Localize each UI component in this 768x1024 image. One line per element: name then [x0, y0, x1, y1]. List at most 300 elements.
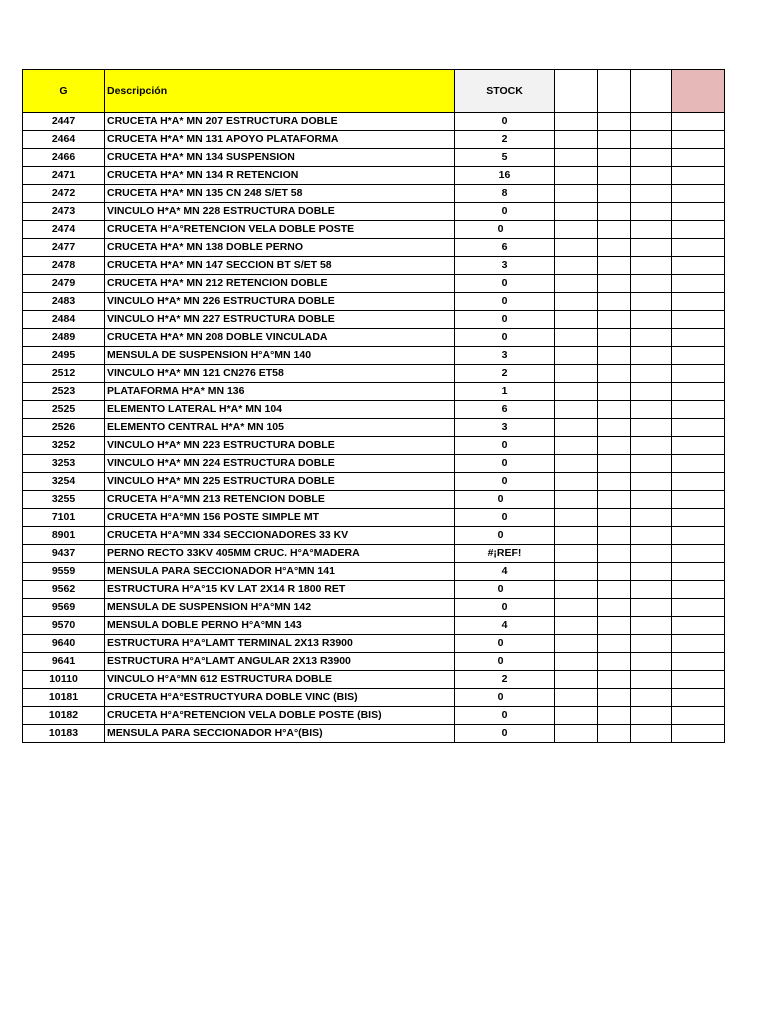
- empty-cell[interactable]: [631, 275, 672, 293]
- empty-cell[interactable]: [631, 257, 672, 275]
- empty-cell[interactable]: [672, 527, 725, 545]
- empty-cell[interactable]: [555, 329, 598, 347]
- empty-cell[interactable]: [598, 365, 631, 383]
- empty-cell[interactable]: [672, 185, 725, 203]
- description-cell[interactable]: VINCULO H*A* MN 225 ESTRUCTURA DOBLE: [105, 473, 455, 491]
- empty-cell[interactable]: [555, 257, 598, 275]
- empty-cell[interactable]: [672, 419, 725, 437]
- empty-cell[interactable]: [598, 455, 631, 473]
- code-cell[interactable]: 8901: [23, 527, 105, 545]
- description-cell[interactable]: CRUCETA H*A* MN 208 DOBLE VINCULADA: [105, 329, 455, 347]
- description-cell[interactable]: MENSULA DOBLE PERNO H°A°MN 143: [105, 617, 455, 635]
- stock-value: 0: [501, 709, 508, 721]
- empty-cell[interactable]: [555, 401, 598, 419]
- empty-cell[interactable]: [672, 311, 725, 329]
- empty-cell[interactable]: [555, 545, 598, 563]
- code-cell[interactable]: 2472: [23, 185, 105, 203]
- empty-cell[interactable]: [672, 545, 725, 563]
- empty-cell[interactable]: [598, 221, 631, 239]
- empty-cell[interactable]: [598, 401, 631, 419]
- empty-cell[interactable]: [555, 671, 598, 689]
- empty-cell[interactable]: [555, 167, 598, 185]
- table-row: [23, 473, 725, 491]
- stock-value: 0: [497, 493, 504, 505]
- empty-cell[interactable]: [672, 329, 725, 347]
- empty-cell[interactable]: [672, 653, 725, 671]
- code-cell[interactable]: 3255: [23, 491, 105, 509]
- empty-cell[interactable]: [598, 581, 631, 599]
- empty-cell[interactable]: [672, 365, 725, 383]
- description-cell[interactable]: MENSULA PARA SECCIONADOR H°A°MN 141: [105, 563, 455, 581]
- code-cell[interactable]: 2464: [23, 131, 105, 149]
- empty-cell[interactable]: [555, 221, 598, 239]
- empty-cell[interactable]: [672, 113, 725, 131]
- empty-cell[interactable]: [555, 635, 598, 653]
- empty-cell[interactable]: [555, 599, 598, 617]
- empty-cell[interactable]: [598, 167, 631, 185]
- empty-cell[interactable]: [672, 167, 725, 185]
- code-cell[interactable]: 2471: [23, 167, 105, 185]
- code-cell[interactable]: 2525: [23, 401, 105, 419]
- empty-cell[interactable]: [555, 419, 598, 437]
- header-description-cell[interactable]: Descripción: [105, 70, 455, 113]
- empty-cell[interactable]: [631, 365, 672, 383]
- stock-cell[interactable]: [455, 689, 555, 707]
- empty-cell[interactable]: [631, 671, 672, 689]
- empty-cell[interactable]: [631, 599, 672, 617]
- code-cell[interactable]: 9559: [23, 563, 105, 581]
- empty-cell[interactable]: [598, 437, 631, 455]
- description-cell[interactable]: CRUCETA H°A°MN 213 RETENCION DOBLE: [105, 491, 455, 509]
- header-highlight-cell[interactable]: [672, 70, 725, 113]
- empty-cell[interactable]: [672, 401, 725, 419]
- code-cell[interactable]: 2523: [23, 383, 105, 401]
- empty-cell[interactable]: [672, 599, 725, 617]
- stock-cell[interactable]: [455, 725, 555, 743]
- stock-value: 0: [501, 457, 508, 469]
- empty-cell[interactable]: [672, 671, 725, 689]
- empty-cell[interactable]: [555, 383, 598, 401]
- code-cell[interactable]: 2526: [23, 419, 105, 437]
- code-cell[interactable]: 2447: [23, 113, 105, 131]
- table-row: [23, 725, 725, 743]
- code-cell[interactable]: 9562: [23, 581, 105, 599]
- stock-table: [22, 69, 725, 743]
- description-cell[interactable]: CRUCETA H°A°MN 334 SECCIONADORES 33 KV: [105, 527, 455, 545]
- code-cell[interactable]: 2474: [23, 221, 105, 239]
- empty-cell[interactable]: [672, 293, 725, 311]
- stock-value: 0: [501, 313, 508, 325]
- code-cell[interactable]: 9570: [23, 617, 105, 635]
- stock-cell[interactable]: [455, 113, 555, 131]
- empty-cell[interactable]: [631, 401, 672, 419]
- empty-cell[interactable]: [555, 491, 598, 509]
- stock-cell[interactable]: [455, 455, 555, 473]
- description-cell[interactable]: CRUCETA H*A* MN 134 SUSPENSION: [105, 149, 455, 167]
- empty-cell[interactable]: [672, 725, 725, 743]
- empty-cell[interactable]: [631, 635, 672, 653]
- empty-cell[interactable]: [631, 725, 672, 743]
- table-row: [23, 545, 725, 563]
- empty-cell[interactable]: [631, 473, 672, 491]
- empty-cell[interactable]: [672, 131, 725, 149]
- header-row: [23, 70, 725, 113]
- empty-cell[interactable]: [672, 581, 725, 599]
- stock-cell[interactable]: [455, 473, 555, 491]
- table-row: [23, 185, 725, 203]
- description-cell[interactable]: VINCULO H*A* MN 224 ESTRUCTURA DOBLE: [105, 455, 455, 473]
- empty-cell[interactable]: [672, 257, 725, 275]
- empty-cell[interactable]: [631, 653, 672, 671]
- empty-cell[interactable]: [555, 653, 598, 671]
- stock-cell[interactable]: [455, 635, 555, 653]
- empty-cell[interactable]: [598, 527, 631, 545]
- stock-cell[interactable]: [455, 131, 555, 149]
- stock-cell[interactable]: [455, 419, 555, 437]
- code-cell[interactable]: 9640: [23, 635, 105, 653]
- empty-cell[interactable]: [672, 455, 725, 473]
- empty-cell[interactable]: [555, 347, 598, 365]
- empty-cell[interactable]: [598, 347, 631, 365]
- description-cell[interactable]: CRUCETA H*A* MN 131 APOYO PLATAFORMA: [105, 131, 455, 149]
- header-code-cell[interactable]: G: [23, 70, 105, 113]
- header-empty-cell[interactable]: [631, 70, 672, 113]
- empty-cell[interactable]: [631, 437, 672, 455]
- stock-cell[interactable]: [455, 707, 555, 725]
- empty-cell[interactable]: [672, 275, 725, 293]
- empty-cell[interactable]: [598, 185, 631, 203]
- table-row: [23, 329, 725, 347]
- description-cell[interactable]: CRUCETA H°A°ESTRUCTYURA DOBLE VINC (BIS): [105, 689, 455, 707]
- empty-cell[interactable]: [598, 653, 631, 671]
- empty-cell[interactable]: [631, 419, 672, 437]
- code-cell[interactable]: 3254: [23, 473, 105, 491]
- stock-cell[interactable]: [455, 401, 555, 419]
- header-empty-cell[interactable]: [598, 70, 631, 113]
- stock-cell[interactable]: [455, 437, 555, 455]
- stock-cell[interactable]: [455, 545, 555, 563]
- stock-cell[interactable]: [455, 383, 555, 401]
- empty-cell[interactable]: [672, 509, 725, 527]
- empty-cell[interactable]: [598, 617, 631, 635]
- stock-value: 16: [498, 169, 511, 181]
- empty-cell[interactable]: [631, 581, 672, 599]
- empty-cell[interactable]: [631, 455, 672, 473]
- table-row: [23, 617, 725, 635]
- stock-cell[interactable]: [455, 275, 555, 293]
- stock-cell[interactable]: [455, 581, 555, 599]
- empty-cell[interactable]: [631, 293, 672, 311]
- empty-cell[interactable]: [598, 707, 631, 725]
- table-row: [23, 401, 725, 419]
- empty-cell[interactable]: [555, 725, 598, 743]
- description-cell[interactable]: PLATAFORMA H*A* MN 136: [105, 383, 455, 401]
- empty-cell[interactable]: [598, 329, 631, 347]
- description-cell[interactable]: VINCULO H*A* MN 223 ESTRUCTURA DOBLE: [105, 437, 455, 455]
- header-stock-cell[interactable]: STOCK: [455, 70, 555, 113]
- description-cell[interactable]: CRUCETA H*A* MN 138 DOBLE PERNO: [105, 239, 455, 257]
- empty-cell[interactable]: [598, 599, 631, 617]
- table-row: [23, 581, 725, 599]
- table-row: [23, 689, 725, 707]
- table-row: [23, 221, 725, 239]
- stock-cell[interactable]: [455, 509, 555, 527]
- table-row: [23, 149, 725, 167]
- table-row: [23, 527, 725, 545]
- description-cell[interactable]: MENSULA DE SUSPENSION H°A°MN 140: [105, 347, 455, 365]
- empty-cell[interactable]: [598, 545, 631, 563]
- description-cell[interactable]: VINCULO H*A* MN 226 ESTRUCTURA DOBLE: [105, 293, 455, 311]
- code-cell[interactable]: 9569: [23, 599, 105, 617]
- stock-cell[interactable]: [455, 527, 555, 545]
- stock-value: 3: [501, 259, 508, 271]
- empty-cell[interactable]: [631, 113, 672, 131]
- description-cell[interactable]: CRUCETA H*A* MN 207 ESTRUCTURA DOBLE: [105, 113, 455, 131]
- empty-cell[interactable]: [631, 383, 672, 401]
- description-cell[interactable]: CRUCETA H°A°RETENCION VELA DOBLE POSTE: [105, 221, 455, 239]
- empty-cell[interactable]: [672, 563, 725, 581]
- empty-cell[interactable]: [672, 221, 725, 239]
- stock-cell[interactable]: [455, 653, 555, 671]
- description-cell[interactable]: MENSULA DE SUSPENSION H°A°MN 142: [105, 599, 455, 617]
- empty-cell[interactable]: [598, 311, 631, 329]
- stock-cell[interactable]: [455, 185, 555, 203]
- empty-cell[interactable]: [672, 707, 725, 725]
- empty-cell[interactable]: [672, 473, 725, 491]
- empty-cell[interactable]: [555, 689, 598, 707]
- stock-cell[interactable]: [455, 311, 555, 329]
- empty-cell[interactable]: [631, 167, 672, 185]
- empty-cell[interactable]: [631, 689, 672, 707]
- empty-cell[interactable]: [555, 437, 598, 455]
- stock-cell[interactable]: [455, 293, 555, 311]
- stock-cell[interactable]: [455, 617, 555, 635]
- description-cell[interactable]: CRUCETA H*A* MN 147 SECCION BT S/ET 58: [105, 257, 455, 275]
- code-cell[interactable]: 2489: [23, 329, 105, 347]
- empty-cell[interactable]: [631, 131, 672, 149]
- table-row: [23, 563, 725, 581]
- stock-value: #¡REF!: [487, 547, 522, 559]
- description-cell[interactable]: VINCULO H*A* MN 228 ESTRUCTURA DOBLE: [105, 203, 455, 221]
- empty-cell[interactable]: [555, 293, 598, 311]
- stock-value: 4: [501, 619, 508, 631]
- empty-cell[interactable]: [672, 203, 725, 221]
- empty-cell[interactable]: [672, 491, 725, 509]
- empty-cell[interactable]: [598, 293, 631, 311]
- empty-cell[interactable]: [598, 473, 631, 491]
- stock-value: 0: [497, 583, 504, 595]
- empty-cell[interactable]: [598, 671, 631, 689]
- empty-cell[interactable]: [555, 563, 598, 581]
- empty-cell[interactable]: [672, 437, 725, 455]
- empty-cell[interactable]: [598, 509, 631, 527]
- description-cell[interactable]: CRUCETA H°A°RETENCION VELA DOBLE POSTE (BIS): [105, 707, 455, 725]
- empty-cell[interactable]: [555, 527, 598, 545]
- empty-cell[interactable]: [672, 347, 725, 365]
- table-row: [23, 509, 725, 527]
- empty-cell[interactable]: [631, 545, 672, 563]
- empty-cell[interactable]: [631, 527, 672, 545]
- empty-cell[interactable]: [672, 239, 725, 257]
- code-cell[interactable]: 10182: [23, 707, 105, 725]
- empty-cell[interactable]: [631, 239, 672, 257]
- stock-cell[interactable]: [455, 491, 555, 509]
- empty-cell[interactable]: [672, 635, 725, 653]
- empty-cell[interactable]: [555, 149, 598, 167]
- stock-cell[interactable]: [455, 239, 555, 257]
- code-cell[interactable]: 7101: [23, 509, 105, 527]
- code-cell[interactable]: 3252: [23, 437, 105, 455]
- code-cell[interactable]: 2484: [23, 311, 105, 329]
- description-cell[interactable]: CRUCETA H*A* MN 135 CN 248 S/ET 58: [105, 185, 455, 203]
- empty-cell[interactable]: [598, 257, 631, 275]
- stock-value: 0: [501, 205, 508, 217]
- empty-cell[interactable]: [631, 563, 672, 581]
- stock-value: 6: [501, 241, 508, 253]
- code-cell[interactable]: 9437: [23, 545, 105, 563]
- code-cell[interactable]: 2478: [23, 257, 105, 275]
- empty-cell[interactable]: [555, 707, 598, 725]
- empty-cell[interactable]: [555, 581, 598, 599]
- stock-cell[interactable]: [455, 347, 555, 365]
- empty-cell[interactable]: [631, 149, 672, 167]
- empty-cell[interactable]: [555, 113, 598, 131]
- stock-value: 0: [497, 223, 504, 235]
- description-cell[interactable]: CRUCETA H*A* MN 212 RETENCION DOBLE: [105, 275, 455, 293]
- code-cell[interactable]: 2466: [23, 149, 105, 167]
- stock-value: 0: [501, 439, 508, 451]
- description-cell[interactable]: ESTRUCTURA H°A°LAMT ANGULAR 2X13 R3900: [105, 653, 455, 671]
- stock-value: 3: [501, 421, 508, 433]
- empty-cell[interactable]: [555, 131, 598, 149]
- stock-value: 4: [501, 565, 508, 577]
- empty-cell[interactable]: [631, 347, 672, 365]
- stock-cell[interactable]: [455, 203, 555, 221]
- empty-cell[interactable]: [672, 617, 725, 635]
- description-cell[interactable]: VINCULO H°A°MN 612 ESTRUCTURA DOBLE: [105, 671, 455, 689]
- stock-value: 0: [497, 637, 504, 649]
- empty-cell[interactable]: [598, 689, 631, 707]
- stock-value: 1: [501, 385, 508, 397]
- empty-cell[interactable]: [598, 149, 631, 167]
- empty-cell[interactable]: [555, 311, 598, 329]
- empty-cell[interactable]: [631, 221, 672, 239]
- code-cell[interactable]: 10183: [23, 725, 105, 743]
- code-cell[interactable]: 2512: [23, 365, 105, 383]
- empty-cell[interactable]: [672, 689, 725, 707]
- stock-cell[interactable]: [455, 329, 555, 347]
- empty-cell[interactable]: [631, 707, 672, 725]
- empty-cell[interactable]: [598, 131, 631, 149]
- stock-value: 2: [501, 367, 508, 379]
- empty-cell[interactable]: [555, 455, 598, 473]
- table-row: [23, 257, 725, 275]
- empty-cell[interactable]: [672, 383, 725, 401]
- description-cell[interactable]: ELEMENTO LATERAL H*A* MN 104: [105, 401, 455, 419]
- description-cell[interactable]: VINCULO H*A* MN 227 ESTRUCTURA DOBLE: [105, 311, 455, 329]
- code-cell[interactable]: 2479: [23, 275, 105, 293]
- description-cell[interactable]: ELEMENTO CENTRAL H*A* MN 105: [105, 419, 455, 437]
- empty-cell[interactable]: [631, 509, 672, 527]
- table-row: [23, 437, 725, 455]
- stock-cell[interactable]: [455, 599, 555, 617]
- empty-cell[interactable]: [631, 185, 672, 203]
- table-row: [23, 113, 725, 131]
- empty-cell[interactable]: [598, 275, 631, 293]
- description-cell[interactable]: ESTRUCTURA H°A°LAMT TERMINAL 2X13 R3900: [105, 635, 455, 653]
- table-row: [23, 311, 725, 329]
- empty-cell[interactable]: [598, 203, 631, 221]
- description-cell[interactable]: CRUCETA H*A* MN 134 R RETENCION: [105, 167, 455, 185]
- stock-cell[interactable]: [455, 149, 555, 167]
- stock-cell[interactable]: [455, 671, 555, 689]
- header-empty-cell[interactable]: [555, 70, 598, 113]
- empty-cell[interactable]: [598, 113, 631, 131]
- empty-cell[interactable]: [672, 149, 725, 167]
- stock-cell[interactable]: [455, 221, 555, 239]
- stock-cell[interactable]: [455, 257, 555, 275]
- stock-cell[interactable]: [455, 563, 555, 581]
- code-cell[interactable]: 9641: [23, 653, 105, 671]
- code-cell[interactable]: 2473: [23, 203, 105, 221]
- empty-cell[interactable]: [631, 329, 672, 347]
- empty-cell[interactable]: [631, 203, 672, 221]
- code-cell[interactable]: 10110: [23, 671, 105, 689]
- empty-cell[interactable]: [555, 239, 598, 257]
- code-cell[interactable]: 2483: [23, 293, 105, 311]
- stock-value: 0: [497, 655, 504, 667]
- description-cell[interactable]: ESTRUCTURA H°A°15 KV LAT 2X14 R 1800 RET: [105, 581, 455, 599]
- code-cell[interactable]: 2495: [23, 347, 105, 365]
- description-cell[interactable]: VINCULO H*A* MN 121 CN276 ET58: [105, 365, 455, 383]
- empty-cell[interactable]: [598, 635, 631, 653]
- stock-cell[interactable]: [455, 365, 555, 383]
- empty-cell[interactable]: [598, 239, 631, 257]
- empty-cell[interactable]: [598, 725, 631, 743]
- stock-value: 6: [501, 403, 508, 415]
- empty-cell[interactable]: [555, 473, 598, 491]
- description-cell[interactable]: PERNO RECTO 33KV 405MM CRUC. H°A°MADERA: [105, 545, 455, 563]
- table-row: [23, 239, 725, 257]
- description-cell[interactable]: CRUCETA H°A°MN 156 POSTE SIMPLE MT: [105, 509, 455, 527]
- empty-cell[interactable]: [555, 365, 598, 383]
- empty-cell[interactable]: [555, 275, 598, 293]
- stock-value: 0: [501, 295, 508, 307]
- empty-cell[interactable]: [555, 185, 598, 203]
- empty-cell[interactable]: [598, 419, 631, 437]
- stock-value: 8: [501, 187, 508, 199]
- description-cell[interactable]: MENSULA PARA SECCIONADOR H°A°(BIS): [105, 725, 455, 743]
- code-cell[interactable]: 10181: [23, 689, 105, 707]
- empty-cell[interactable]: [555, 509, 598, 527]
- table-row: [23, 419, 725, 437]
- code-cell[interactable]: 3253: [23, 455, 105, 473]
- stock-value: 5: [501, 151, 508, 163]
- empty-cell[interactable]: [631, 311, 672, 329]
- stock-value: 0: [501, 331, 508, 343]
- stock-cell[interactable]: [455, 167, 555, 185]
- empty-cell[interactable]: [598, 491, 631, 509]
- code-cell[interactable]: 2477: [23, 239, 105, 257]
- empty-cell[interactable]: [555, 617, 598, 635]
- empty-cell[interactable]: [631, 617, 672, 635]
- table-row: [23, 599, 725, 617]
- stock-value: 0: [497, 691, 504, 703]
- empty-cell[interactable]: [598, 383, 631, 401]
- empty-cell[interactable]: [598, 563, 631, 581]
- empty-cell[interactable]: [631, 491, 672, 509]
- empty-cell[interactable]: [555, 203, 598, 221]
